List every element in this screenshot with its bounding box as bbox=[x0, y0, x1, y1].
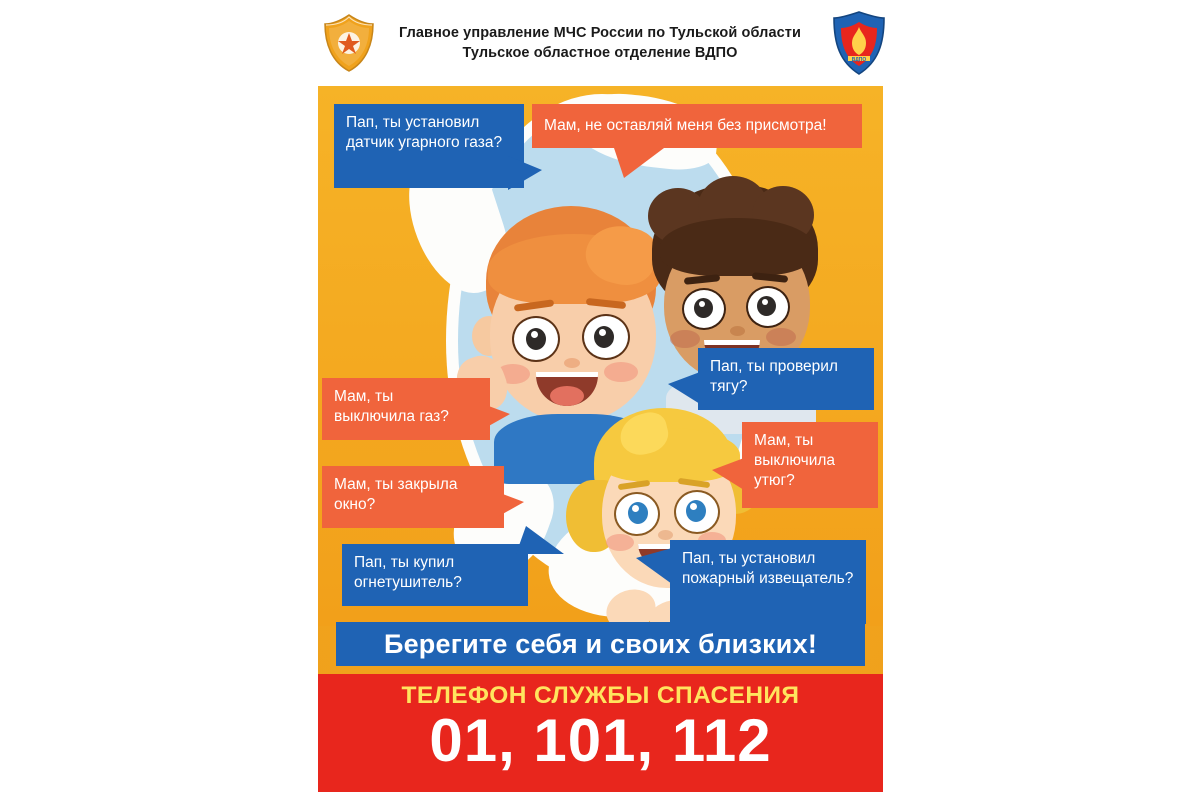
speech-bubble-draft-check bbox=[698, 348, 874, 410]
speech-bubble-fire-alarm bbox=[670, 540, 866, 624]
speech-bubble-window-closed bbox=[322, 466, 504, 528]
speech-bubble-unattended-text: Мам, не оставляй меня без присмотра! bbox=[544, 116, 827, 134]
speech-tail-draft-check bbox=[668, 372, 700, 404]
emergency-phone-banner bbox=[318, 674, 883, 792]
speech-tail-window-closed bbox=[492, 490, 524, 520]
header-line-1: Главное управление МЧС России по Тульской области bbox=[398, 25, 802, 42]
speech-bubble-draft-check-text: Пап, ты проверил тягу? bbox=[710, 358, 838, 395]
speech-bubble-iron-off-text: Мам, ты выключила утюг? bbox=[754, 432, 836, 489]
speech-bubble-extinguisher bbox=[342, 544, 528, 606]
speech-bubble-iron-off bbox=[742, 422, 878, 508]
safety-slogan-banner bbox=[336, 622, 865, 666]
speech-bubble-window-closed-text: Мам, ты закрыла окно? bbox=[334, 476, 458, 513]
speech-bubble-fire-alarm-text: Пап, ты установил пожарный извещатель? bbox=[682, 550, 854, 587]
speech-tail-extinguisher bbox=[516, 526, 564, 554]
mchs-emblem-icon bbox=[320, 12, 378, 74]
speech-bubble-extinguisher-text: Пап, ты купил огнетушитель? bbox=[354, 554, 462, 591]
speech-tail-unattended bbox=[614, 148, 664, 178]
speech-tail-co-detector bbox=[508, 156, 542, 190]
speech-bubble-unattended bbox=[532, 104, 862, 148]
speech-bubble-gas-off bbox=[322, 378, 490, 440]
speech-tail-gas-off bbox=[478, 402, 510, 432]
speech-bubble-co-detector-text: Пап, ты установил датчик угарного газа? bbox=[346, 114, 503, 151]
header-line-2: Тульское областное отделение ВДПО bbox=[462, 45, 738, 61]
document-header bbox=[330, 8, 870, 80]
vdpo-emblem-icon bbox=[830, 10, 888, 76]
speech-bubble-gas-off-text: Мам, ты выключила газ? bbox=[334, 388, 449, 425]
safety-slogan-text: Берегите себя и своих близких! bbox=[383, 628, 818, 659]
speech-tail-fire-alarm bbox=[636, 548, 672, 584]
speech-bubble-co-detector bbox=[334, 104, 524, 188]
header-title bbox=[399, 24, 801, 63]
fire-safety-poster bbox=[318, 86, 883, 792]
speech-tail-iron-off bbox=[712, 458, 744, 490]
emergency-phone-label: ТЕЛЕФОН СЛУЖБЫ СПАСЕНИЯ bbox=[401, 682, 800, 709]
svg-text:ВДПО: ВДПО bbox=[851, 57, 867, 63]
emergency-phone-numbers: 01, 101, 112 bbox=[429, 707, 772, 774]
